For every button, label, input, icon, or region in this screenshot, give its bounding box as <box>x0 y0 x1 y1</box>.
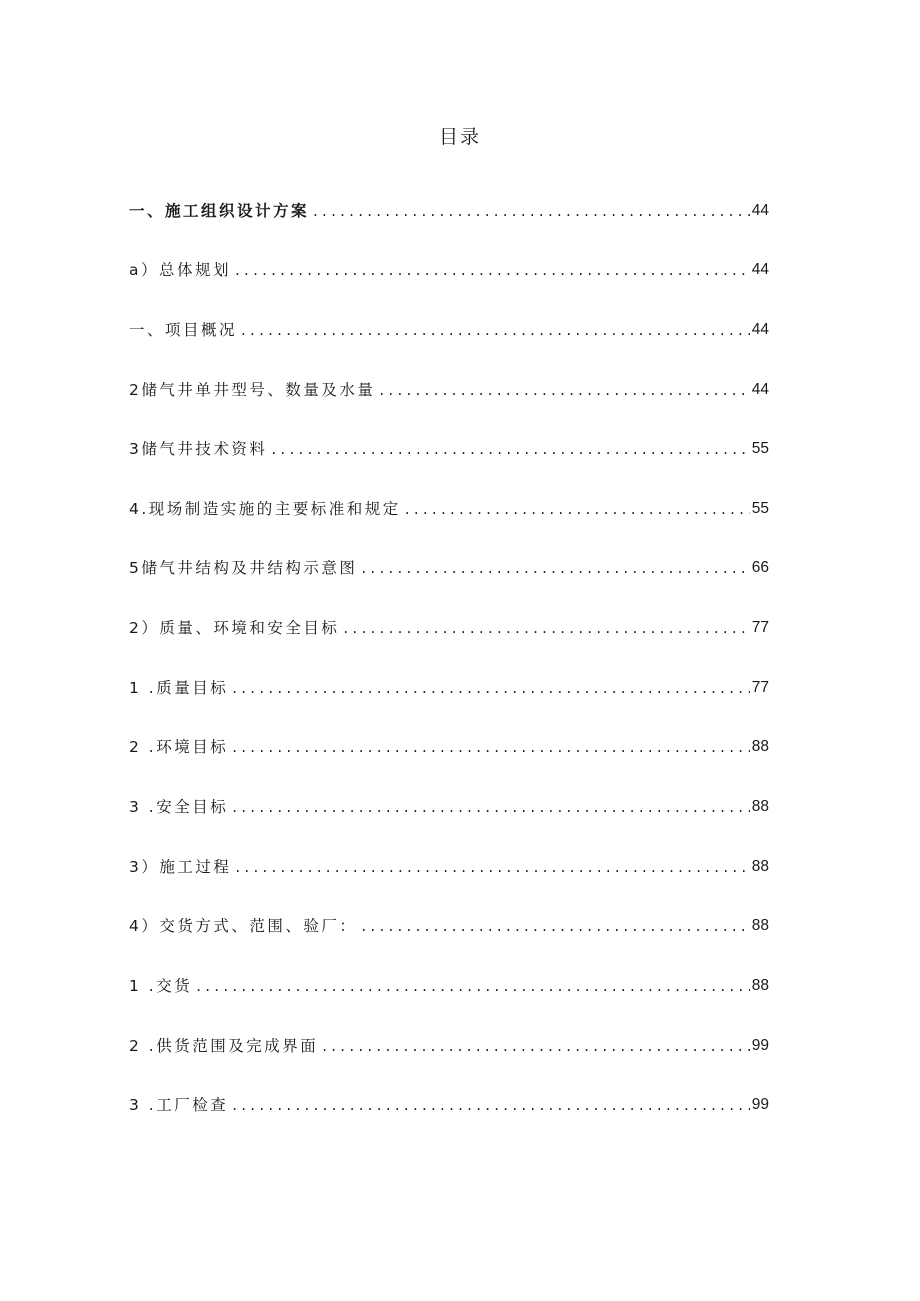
toc-entry[interactable] <box>129 480 769 540</box>
toc-entry-label: 4）交货方式、范围、验厂： <box>129 917 358 936</box>
toc-entry[interactable] <box>129 719 769 779</box>
dot-leader <box>361 559 749 577</box>
toc-entry-label: 2 .供货范围及完成界面 <box>129 1036 319 1055</box>
toc-entry-page-number: 44 <box>751 320 769 338</box>
toc-entry-page-number: 99 <box>751 1036 769 1054</box>
toc-entry-label: 一、项目概况 <box>129 320 238 339</box>
dot-leader <box>232 738 750 756</box>
toc-entry[interactable] <box>129 361 769 421</box>
table-of-contents <box>129 182 769 1136</box>
toc-entry[interactable] <box>129 1077 769 1137</box>
toc-entry-page-number: 66 <box>751 559 769 577</box>
toc-entry[interactable] <box>129 1017 769 1077</box>
toc-title: 目录 <box>438 126 481 148</box>
dot-leader <box>405 500 750 518</box>
toc-entry-label: 3储气井技术资料 <box>129 440 268 459</box>
toc-entry[interactable] <box>129 242 769 302</box>
dot-leader <box>196 977 750 995</box>
toc-entry-page-number: 44 <box>751 261 769 279</box>
toc-entry[interactable] <box>129 599 769 659</box>
toc-entry-label: 5储气井结构及井结构示意图 <box>129 559 358 578</box>
toc-entry-page-number: 44 <box>751 380 769 398</box>
toc-entry[interactable] <box>129 659 769 719</box>
dot-leader <box>361 917 749 935</box>
toc-entry-page-number: 55 <box>751 499 769 517</box>
toc-entry[interactable] <box>129 182 769 242</box>
toc-entry[interactable] <box>129 301 769 361</box>
dot-leader <box>235 261 750 279</box>
toc-entry-page-number: 88 <box>751 738 769 756</box>
toc-entry-page-number: 99 <box>751 1096 769 1114</box>
toc-entry-label: 3 .工厂检查 <box>129 1096 229 1115</box>
toc-entry-page-number: 88 <box>751 857 769 875</box>
dot-leader <box>232 1096 750 1114</box>
toc-entry-label: 一、施工组织设计方案 <box>129 201 310 220</box>
dot-leader <box>379 381 749 399</box>
toc-entry[interactable] <box>129 540 769 600</box>
toc-entry-page-number: 88 <box>751 917 769 935</box>
toc-entry[interactable] <box>129 838 769 898</box>
toc-entry-label: 1 .交货 <box>129 976 193 995</box>
dot-leader <box>343 619 749 637</box>
dot-leader <box>271 440 749 458</box>
toc-entry-label: 3 .安全目标 <box>129 798 229 817</box>
toc-entry[interactable] <box>129 957 769 1017</box>
toc-entry[interactable] <box>129 778 769 838</box>
toc-entry[interactable] <box>129 421 769 481</box>
toc-entry[interactable] <box>129 898 769 958</box>
toc-entry-label: a）总体规划 <box>129 261 231 280</box>
dot-leader <box>322 1037 750 1055</box>
dot-leader <box>232 679 750 697</box>
toc-entry-label: 2储气井单井型号、数量及水量 <box>129 380 376 399</box>
toc-entry-label: 3）施工过程 <box>129 857 232 876</box>
dot-leader <box>235 858 749 876</box>
toc-entry-page-number: 77 <box>751 678 769 696</box>
toc-entry-label: 2 .环境目标 <box>129 738 229 757</box>
toc-entry-label: 1 .质量目标 <box>129 678 229 697</box>
toc-entry-page-number: 88 <box>751 798 769 816</box>
toc-entry-label: 4.现场制造实施的主要标准和规定 <box>129 499 401 518</box>
toc-entry-page-number: 77 <box>751 619 769 637</box>
toc-entry-page-number: 44 <box>751 201 769 219</box>
dot-leader <box>232 798 750 816</box>
dot-leader <box>241 321 750 339</box>
dot-leader <box>313 202 750 220</box>
toc-entry-page-number: 55 <box>751 440 769 458</box>
toc-entry-page-number: 88 <box>751 976 769 994</box>
toc-entry-label: 2）质量、环境和安全目标 <box>129 619 340 638</box>
